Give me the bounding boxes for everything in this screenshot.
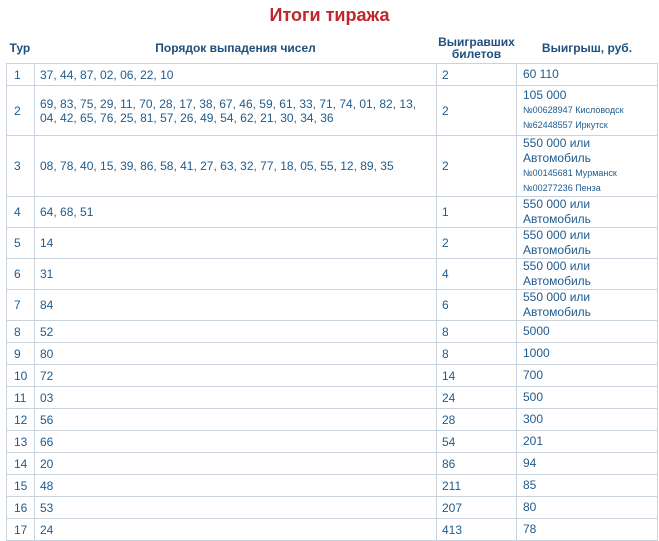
cell-prize: [517, 136, 658, 197]
cell-tur: 11: [7, 387, 35, 409]
prize-amount: 550 000 или Автомобиль: [523, 136, 591, 165]
cell-tur: 15: [7, 475, 35, 497]
winning-ticket-note: №62448557 Иркутск: [523, 120, 608, 130]
table-row: [7, 431, 658, 453]
column-header-numbers: Порядок выпадения чисел: [35, 33, 437, 64]
cell-prize: [517, 228, 658, 259]
cell-prize: [517, 365, 658, 387]
cell-numbers: 20: [35, 453, 437, 475]
cell-winners: 8: [437, 343, 517, 365]
cell-tur: 17: [7, 519, 35, 541]
prize-amount: 94: [523, 456, 537, 470]
cell-winners: 2: [437, 86, 517, 136]
table-row: [7, 519, 658, 541]
table-body: [7, 64, 658, 541]
table-row: [7, 387, 658, 409]
prize-amount: 700: [523, 368, 544, 382]
cell-prize: [517, 409, 658, 431]
table-row: [7, 409, 658, 431]
prize-amount: 60 110: [523, 67, 559, 81]
table-row: [7, 475, 658, 497]
cell-winners: 24: [437, 387, 517, 409]
cell-prize: [517, 497, 658, 519]
table-row: [7, 64, 658, 86]
cell-numbers: 37, 44, 87, 02, 06, 22, 10: [35, 64, 437, 86]
cell-tur: 8: [7, 321, 35, 343]
table-row: [7, 259, 658, 290]
cell-numbers: 52: [35, 321, 437, 343]
cell-numbers: 08, 78, 40, 15, 39, 86, 58, 41, 27, 63, 32, 77, 18, 05, 55, 12, 89, 35: [35, 136, 437, 197]
cell-numbers: 31: [35, 259, 437, 290]
cell-winners: 211: [437, 475, 517, 497]
cell-tur: 2: [7, 86, 35, 136]
prize-amount: 300: [523, 412, 544, 426]
cell-winners: 14: [437, 365, 517, 387]
column-header-tur: Тур: [7, 33, 35, 64]
cell-numbers: 14: [35, 228, 437, 259]
cell-prize: [517, 343, 658, 365]
prize-amount: 105 000: [523, 88, 567, 102]
cell-prize: [517, 86, 658, 136]
cell-winners: 54: [437, 431, 517, 453]
cell-numbers: 66: [35, 431, 437, 453]
cell-numbers: 64, 68, 51: [35, 197, 437, 228]
table-row: [7, 228, 658, 259]
prize-amount: 550 000 или Автомобиль: [523, 228, 591, 257]
winning-ticket-note: №00628947 Кисловодск: [523, 105, 624, 115]
cell-tur: 13: [7, 431, 35, 453]
table-row: [7, 290, 658, 321]
cell-tur: 6: [7, 259, 35, 290]
table-row: [7, 136, 658, 197]
cell-prize: [517, 475, 658, 497]
table-row: [7, 497, 658, 519]
cell-winners: 86: [437, 453, 517, 475]
cell-tur: 14: [7, 453, 35, 475]
cell-winners: 2: [437, 136, 517, 197]
cell-prize: [517, 453, 658, 475]
prize-amount: 500: [523, 390, 544, 404]
cell-numbers: 84: [35, 290, 437, 321]
cell-tur: 16: [7, 497, 35, 519]
table-header-row: [7, 33, 658, 64]
cell-prize: [517, 259, 658, 290]
cell-prize: [517, 197, 658, 228]
prize-amount: 85: [523, 478, 537, 492]
cell-winners: 8: [437, 321, 517, 343]
cell-tur: 10: [7, 365, 35, 387]
prize-amount: 550 000 или Автомобиль: [523, 259, 591, 288]
page-title: Итоги тиража: [269, 5, 390, 25]
cell-prize: [517, 64, 658, 86]
cell-winners: 2: [437, 228, 517, 259]
cell-prize: [517, 431, 658, 453]
cell-winners: 28: [437, 409, 517, 431]
cell-numbers: 69, 83, 75, 29, 11, 70, 28, 17, 38, 67, 46, 59, 61, 33, 71, 74, 01, 82, 13, 04, 42, 65, 76, 25, 81, 57, 26, 49, 54, 62, 21, 30, 34, 36: [35, 86, 437, 136]
cell-tur: 9: [7, 343, 35, 365]
winning-ticket-note: №00277236 Пенза: [523, 183, 601, 193]
cell-tur: 4: [7, 197, 35, 228]
winning-ticket-note: №00145681 Мурманск: [523, 168, 617, 178]
table-row: [7, 453, 658, 475]
cell-tur: 5: [7, 228, 35, 259]
cell-numbers: 80: [35, 343, 437, 365]
cell-winners: 2: [437, 64, 517, 86]
table-row: [7, 365, 658, 387]
cell-tur: 7: [7, 290, 35, 321]
prize-amount: 80: [523, 500, 537, 514]
table-row: [7, 86, 658, 136]
cell-numbers: 48: [35, 475, 437, 497]
cell-winners: 6: [437, 290, 517, 321]
cell-winners: 4: [437, 259, 517, 290]
column-header-prize: Выигрыш, руб.: [517, 33, 658, 64]
cell-tur: 3: [7, 136, 35, 197]
cell-tur: 1: [7, 64, 35, 86]
prize-amount: 5000: [523, 324, 550, 338]
prize-amount: 78: [523, 522, 537, 536]
prize-amount: 550 000 или Автомобиль: [523, 290, 591, 319]
cell-prize: [517, 321, 658, 343]
cell-numbers: 72: [35, 365, 437, 387]
prize-amount: 550 000 или Автомобиль: [523, 197, 591, 226]
cell-winners: 1: [437, 197, 517, 228]
table-row: [7, 197, 658, 228]
cell-numbers: 03: [35, 387, 437, 409]
cell-winners: 207: [437, 497, 517, 519]
cell-numbers: 24: [35, 519, 437, 541]
cell-prize: [517, 519, 658, 541]
prize-amount: 201: [523, 434, 544, 448]
cell-numbers: 56: [35, 409, 437, 431]
cell-tur: 12: [7, 409, 35, 431]
table-row: [7, 343, 658, 365]
table-row: [7, 321, 658, 343]
column-header-winners: Выигравших билетов: [437, 33, 517, 64]
results-table: [6, 33, 658, 541]
cell-numbers: 53: [35, 497, 437, 519]
prize-amount: 1000: [523, 346, 550, 360]
cell-prize: [517, 290, 658, 321]
cell-prize: [517, 387, 658, 409]
cell-winners: 413: [437, 519, 517, 541]
